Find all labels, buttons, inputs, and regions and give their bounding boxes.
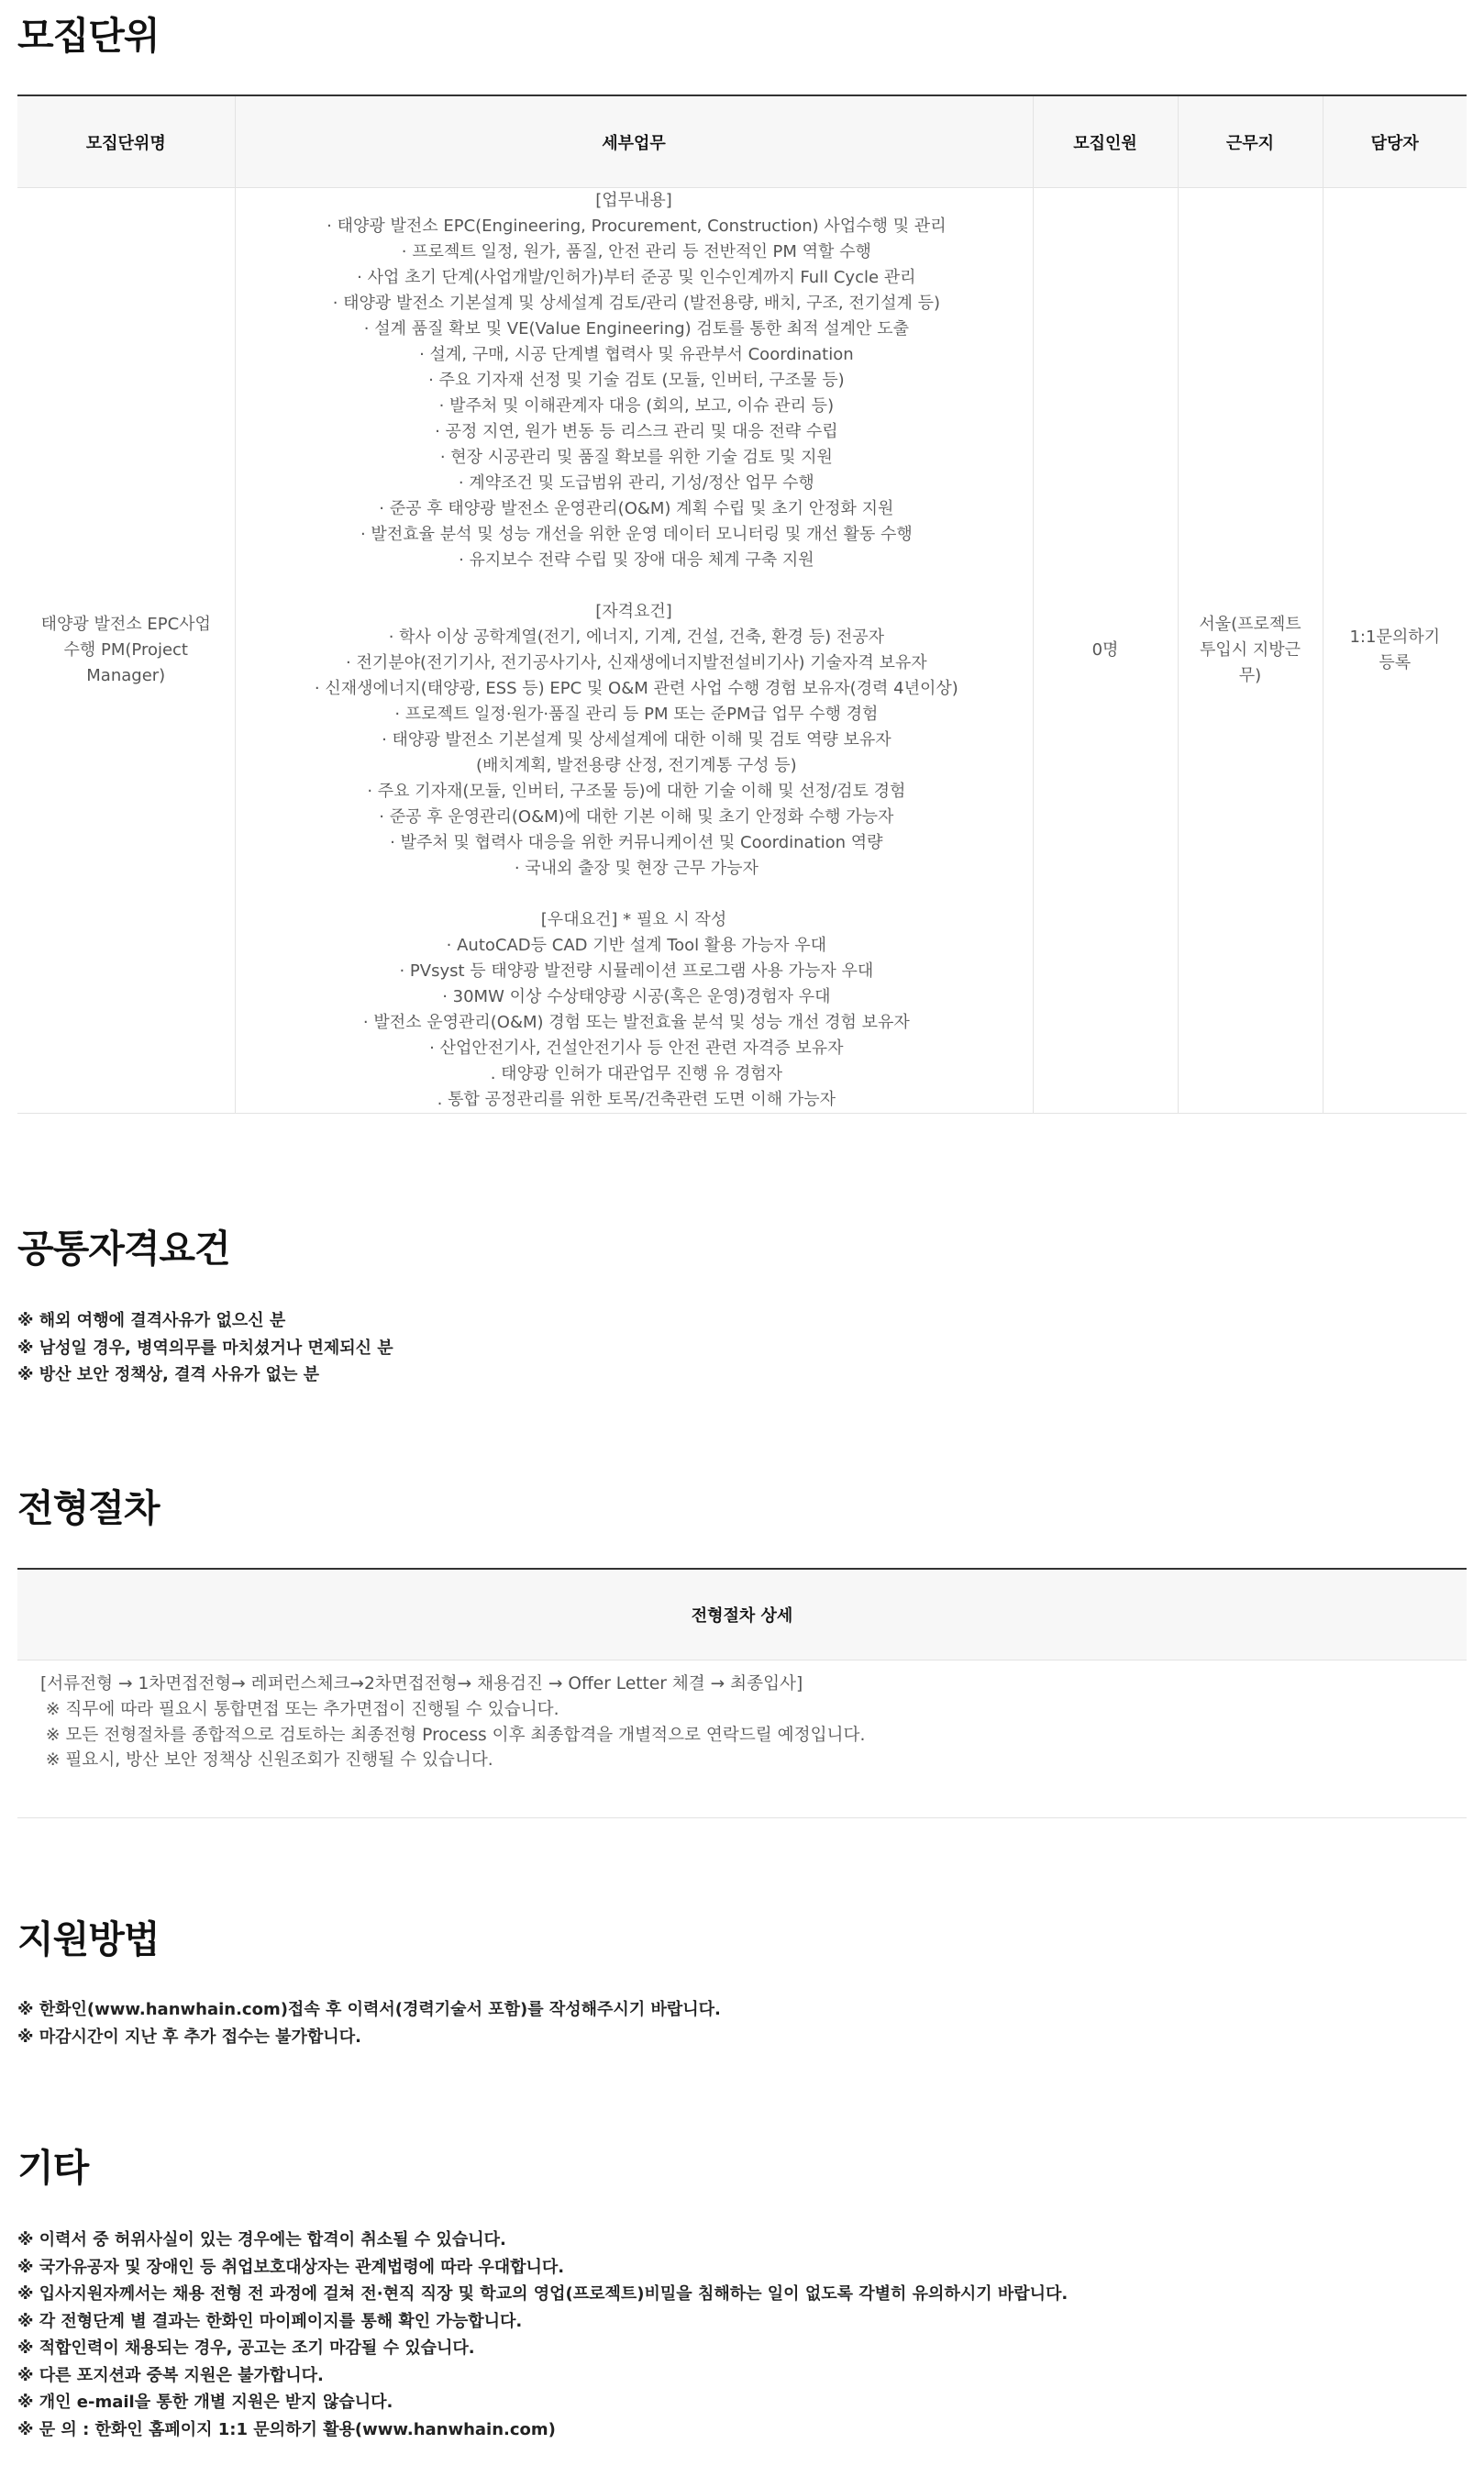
section-title-process: 전형절차 <box>17 1486 160 1530</box>
apply-method-item: ※ 마감시간이 지난 후 추가 접수는 불가합니다. <box>17 2027 361 2047</box>
recruit-table <box>17 94 1467 1114</box>
process-table <box>17 1568 1467 1818</box>
header-duties: 세부업무 <box>235 95 1033 188</box>
etc-note-item: ※ 문 의 : 한화인 홈페이지 1:1 문의하기 활용(www.hanwhain.com) <box>17 2419 556 2439</box>
process-line: ※ 모든 전형절차를 종합적으로 검토하는 최종전형 Process 이후 최종합격을 개별적으로 연락드릴 예정입니다. <box>40 1725 866 1745</box>
process-line: [서류전형 → 1차면접전형→ 레퍼런스체크→2차면접전형→ 채용검진 → Offer Letter 체결 → 최종입사] <box>40 1674 803 1694</box>
process-line: ※ 직무에 따라 필요시 통합면접 또는 추가면접이 진행될 수 있습니다. <box>40 1699 559 1719</box>
section-title-apply: 지원방법 <box>17 1917 160 1961</box>
location-cell: 서울(프로젝트 투입시 지방근무) <box>1178 188 1323 1114</box>
etc-note-item: ※ 국가유공자 및 장애인 등 취업보호대상자는 관계법령에 따라 우대합니다. <box>17 2257 565 2277</box>
etc-note-item: ※ 각 전형단계 별 결과는 한화인 마이페이지를 통해 확인 가능합니다. <box>17 2311 523 2331</box>
etc-note-item: ※ 적합인력이 채용되는 경우, 공고는 조기 마감될 수 있습니다. <box>17 2338 475 2358</box>
recruit-table-header-row <box>17 95 1467 188</box>
process-table-body <box>17 1661 1467 1818</box>
common-requirement-item: ※ 해외 여행에 결격사유가 없으신 분 <box>17 1311 286 1330</box>
etc-note-item: ※ 입사지원자께서는 채용 전형 전 과정에 걸쳐 전·현직 직장 및 학교의 영업(프로젝트)비밀을 침해하는 일이 없도록 각별히 유의하시기 바랍니다. <box>17 2284 1069 2304</box>
etc-note-item: ※ 이력서 중 허위사실이 있는 경우에는 합격이 취소될 수 있습니다. <box>17 2230 506 2249</box>
section-title-common: 공통자격요건 <box>17 1227 230 1271</box>
header-location: 근무지 <box>1178 95 1323 188</box>
header-contact: 담당자 <box>1323 95 1467 188</box>
apply-method-item: ※ 한화인(www.hanwhain.com)접속 후 이력서(경력기술서 포함)를 작성해주시기 바랍니다. <box>17 2000 721 2019</box>
etc-notes-list <box>17 2227 1448 2443</box>
header-headcount: 모집인원 <box>1033 95 1178 188</box>
common-requirement-item: ※ 방산 보안 정책상, 결격 사유가 없는 분 <box>17 1365 320 1384</box>
duties-cell: [업무내용] · 태양광 발전소 EPC(Engineering, Procurement, Construction) 사업수행 및 관리 · 프로젝트 일정, 원가, 품질, 안전 관리 등 전반적인 PM 역할 수행 · 사업 초기 단계(사업개발/인허가)부터 준공 및 인수인계까지 Full Cycle 관리 · 태양광 발전소 기본설계 및 상세설계 검토/관리 (발전용량, 배치, 구조, 전기설계 등) · 설계 품질 확보 및 VE(Value Engineering) 검토를 통한 최적 설계안 도출 · 설계, 구매, 시공 단계별 협력사 및 유관부서 Coordination · 주요 기자재 선정 및 기술 검토 (모듈, 인버터, 구조물 등) · 발주처 및 이해관계자 대응 (회의, 보고, 이슈 관리 등) · 공정 지연, 원가 변동 등 리스크 관리 및 대응 전략 수립 · 현장 시공관리 및 품질 확보를 위한 기술 검토 및 지원 · 계약조건 및 도급범위 관리, 기성/정산 업무 수행 · 준공 후 태양광 발전소 운영관리(O&M) 계획 수립 및 초기 안정화 지원 · 발전효율 분석 및 성능 개선을 위한 운영 데이터 모니터링 및 개선 활동 수행 · 유지보수 전략 수립 및 장애 대응 체계 구축 지원 [자격요건] · 학사 이상 공학계열(전기, 에너지, 기계, 건설, 건축, 환경 등) 전공자 · 전기분야(전기기사, 전기공사기사, 신재생에너지발전설비기사) 기술자격 보유자 · 신재생에너지(태양광, ESS 등) EPC 및 O&M 관련 사업 수행 경험 보유자(경력 4년이상) · 프로젝트 일정·원가·품질 관리 등 PM 또는 준PM급 업무 수행 경험 · 태양광 발전소 기본설계 및 상세설계에 대한 이해 및 검토 역량 보유자 (배치계획, 발전용량 산정, 전기계통 구성 등) · 주요 기자재(모듈, 인버터, 구조물 등)에 대한 기술 이해 및 선정/검토 경험 · 준공 후 운영관리(O&M)에 대한 기본 이해 및 초기 안정화 수행 가능자 · 발주처 및 협력사 대응을 위한 커뮤니케이션 및 Coordination 역량 · 국내외 출장 및 현장 근무 가능자 [우대요건] * 필요 시 작성 · AutoCAD등 CAD 기반 설계 Tool 활용 가능자 우대 · PVsyst 등 태양광 발전량 시뮬레이션 프로그램 사용 가능자 우대 · 30MW 이상 수상태양광 시공(혹은 운영)경험자 우대 · 발전소 운영관리(O&M) 경험 또는 발전효율 분석 및 성능 개선 경험 보유자 · 산업안전기사, 건설안전기사 등 안전 관련 자격증 보유자 . 태양광 인허가 대관업무 진행 유 경험자 . 통합 공정관리를 위한 토목/건축관련 도면 이해 가능자 <box>235 188 1033 1114</box>
common-requirements-list <box>17 1307 1448 1389</box>
process-line: ※ 필요시, 방산 보안 정책상 신원조회가 진행될 수 있습니다. <box>40 1750 493 1771</box>
section-title-etc: 기타 <box>17 2146 89 2190</box>
etc-note-item: ※ 개인 e-mail을 통한 개별 지원은 받지 않습니다. <box>17 2393 393 2412</box>
etc-note-item: ※ 다른 포지션과 중복 지원은 불가합니다. <box>17 2365 324 2385</box>
contact-cell: 1:1문의하기 등록 <box>1323 188 1467 1114</box>
table-row <box>17 188 1467 1114</box>
section-title-recruit: 모집단위 <box>17 14 160 58</box>
header-unit-name: 모집단위명 <box>17 95 235 188</box>
process-table-header: 전형절차 상세 <box>17 1568 1467 1661</box>
headcount-cell: 0명 <box>1033 188 1178 1114</box>
unit-name-cell: 태양광 발전소 EPC사업 수행 PM(Project Manager) <box>17 188 235 1114</box>
apply-method-list <box>17 1996 1448 2050</box>
common-requirement-item: ※ 남성일 경우, 병역의무를 마치셨거나 면제되신 분 <box>17 1338 393 1358</box>
